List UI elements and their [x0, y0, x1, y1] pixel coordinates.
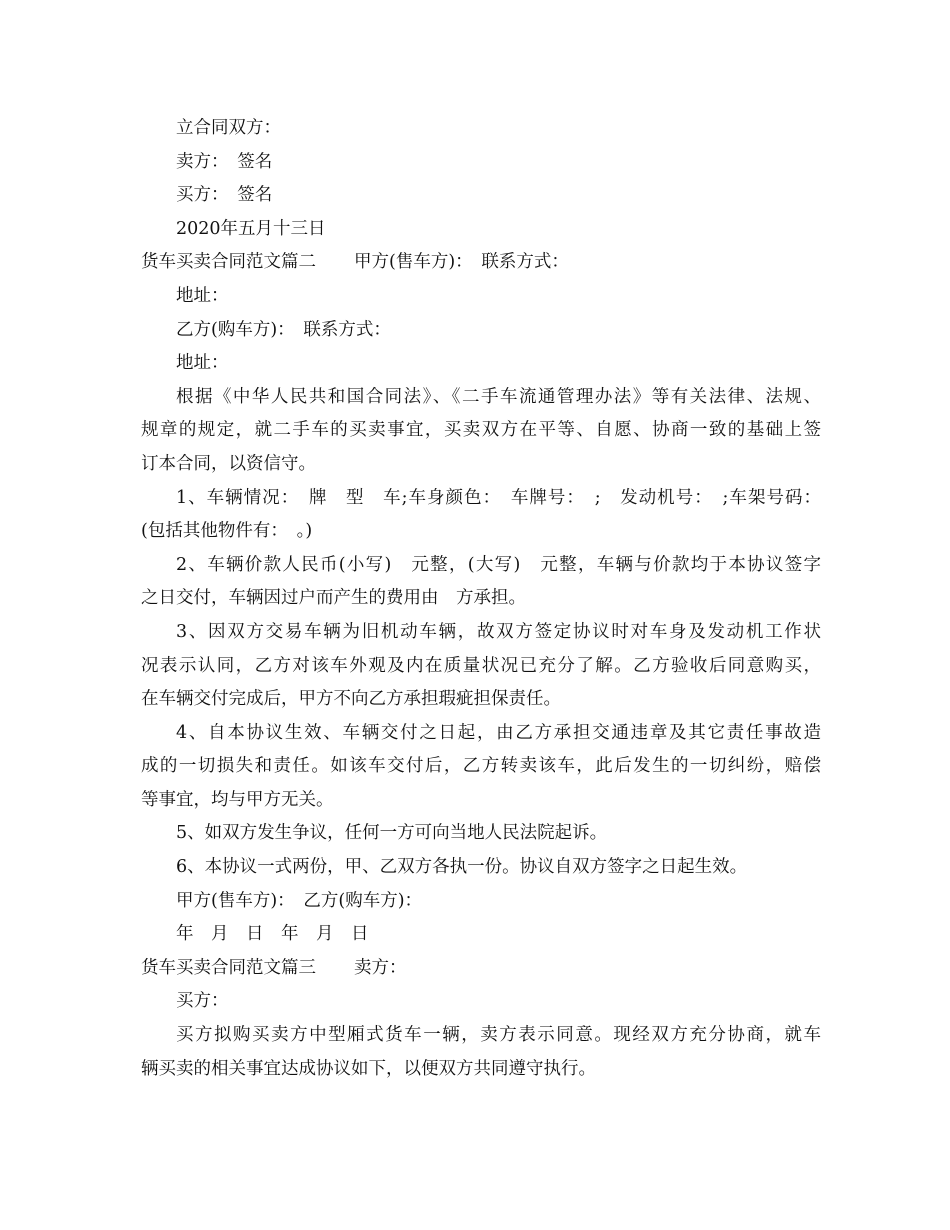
clause-1-line: (包括其他物件有： 。): [141, 521, 313, 542]
seller-signature-line: 卖方： 签名: [176, 151, 273, 172]
clause-2-line: 之日交付，车辆因过户而产生的费用由 方承担。: [141, 588, 526, 609]
date-line: 2020年五月十三日: [176, 218, 326, 239]
clause-3-line: 况表示认同，乙方对该车外观及内在质量状况已充分了解。乙方验收后同意购买，: [141, 655, 821, 676]
section-three-buyer-line: 买方：: [176, 991, 229, 1012]
paragraph-line: 买方拟购买卖方中型厢式货车一辆，卖方表示同意。现经双方充分协商，就车: [176, 1025, 821, 1046]
section-three-title: 货车买卖合同范文篇三: [141, 957, 316, 978]
section-two-heading-line: [141, 250, 821, 274]
buyer-party-contact-line: 乙方(购车方)： 联系方式：: [176, 319, 391, 340]
paragraph-line: 订本合同，以资信守。: [141, 453, 316, 474]
contract-parties-line: 立合同双方：: [176, 118, 281, 138]
seller-party-contact: 甲方(售车方)： 联系方式：: [354, 252, 569, 273]
section-two-title: 货车买卖合同范文篇二: [141, 252, 316, 273]
clause-1-line: 1、车辆情况： 牌 型 车;车身颜色： 车牌号： ; 发动机号： ;车架号码：: [176, 487, 821, 508]
paragraph-line: 辆买卖的相关事宜达成协议如下，以便双方共同遵守执行。: [141, 1058, 596, 1079]
clause-2-line: 2、车辆价款人民币(小写) 元整，(大写) 元整，车辆与价款均于本协议签字: [176, 554, 821, 575]
clause-4-line: 等事宜，均与甲方无关。: [141, 789, 334, 810]
clause-3-line: 3、因双方交易车辆为旧机动车辆，故双方签定协议时对车身及发动机工作状: [176, 621, 821, 642]
clause-3-line: 在车辆交付完成后，甲方不向乙方承担瑕疵担保责任。: [141, 689, 561, 710]
paragraph-line: 根据《中华人民共和国合同法》、《二手车流通管理办法》等有关法律、法规、: [176, 386, 821, 407]
clause-4-line: 4、自本协议生效、车辆交付之日起，由乙方承担交通违章及其它责任事故造: [176, 722, 821, 743]
signature-parties-line: 甲方(售车方)： 乙方(购车方)：: [176, 890, 423, 911]
signature-dates-line: 年 月 日 年 月 日: [176, 924, 369, 945]
document-body: [141, 116, 821, 1090]
paragraph-line: 规章的规定，就二手车的买卖事宜，买卖双方在平等、自愿、协商一致的基础上签: [141, 420, 821, 441]
buyer-signature-line: 买方： 签名: [176, 185, 273, 206]
buyer-address-line: 地址：: [176, 353, 229, 374]
section-three-heading-line: [141, 956, 821, 980]
clause-5-line: 5、如双方发生争议，任何一方可向当地人民法院起诉。: [176, 823, 608, 844]
clause-4-line: 成的一切损失和责任。如该车交付后，乙方转卖该车，此后发生的一切纠纷，赔偿: [141, 756, 821, 777]
seller-address-line: 地址：: [176, 285, 229, 306]
section-three-seller: 卖方：: [354, 957, 407, 978]
clause-6-line: 6、本协议一式两份，甲、乙双方各执一份。协议自双方签字之日起生效。: [176, 857, 748, 878]
